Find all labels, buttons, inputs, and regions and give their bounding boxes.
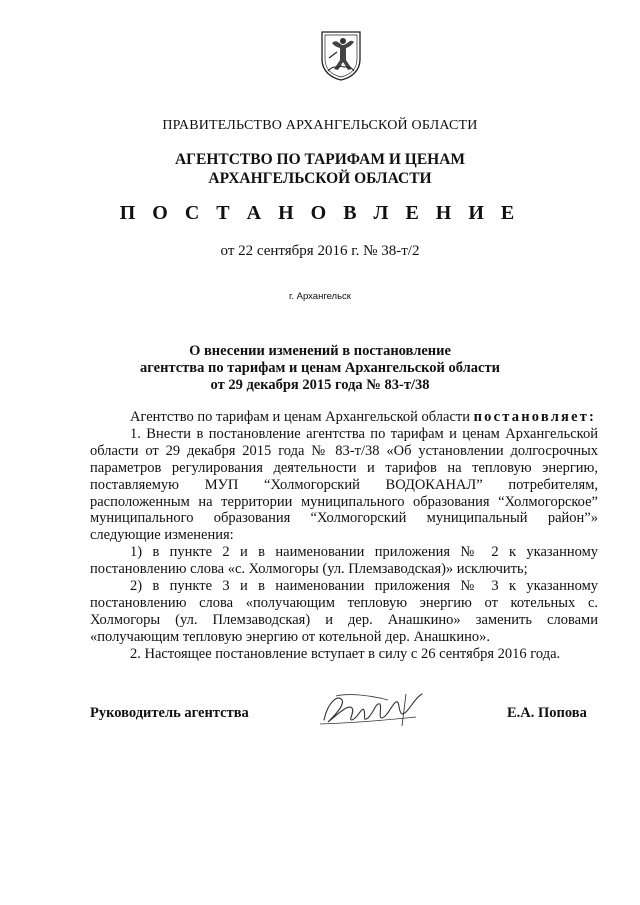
signatory-name: Е.А. Попова bbox=[507, 705, 587, 721]
document-type-title: П О С Т А Н О В Л Е Н И Е bbox=[119, 202, 521, 224]
agency-heading bbox=[0, 150, 640, 188]
intro-action-word: постановляет: bbox=[473, 409, 597, 425]
document-city: г. Архангельск bbox=[289, 291, 351, 302]
paragraph-subitem-2: 2) в пункте 3 и в наименовании приложения № 3 к указанному постановлению слова «получающим тепловую энергию от котельных с. Холмогоры (ул. Племзаводская) и дер. Анашкино» заменить словами «получающим тепловую энергию от котельной дер. Анашкино». bbox=[90, 578, 598, 645]
paragraph-item-1: 1. Внести в постановление агентства по тарифам и ценам Архангельской области от 29 декабря 2015 года № 83-т/38 «Об установлении долгосрочных параметров регулирования деятельности и тарифов на тепловую энергию, поставляемую МУП “Холмогорский ВОДОКАНАЛ” потребителям, расположенным на территории муниципального образования “Холмогорское” муниципального образования “Холмогорский муниципальный район”» следующие изменения: bbox=[90, 425, 598, 544]
paragraph-item-2: 2. Настоящее постановление вступает в силу с 26 сентября 2016 года. bbox=[130, 645, 561, 662]
subject-line1: О внесении изменений в постановление bbox=[189, 343, 451, 359]
document-body bbox=[90, 409, 598, 663]
signatory-role: Руководитель агентства bbox=[90, 705, 249, 721]
coat-of-arms-emblem-icon bbox=[319, 29, 363, 81]
government-heading: ПРАВИТЕЛЬСТВО АРХАНГЕЛЬСКОЙ ОБЛАСТИ bbox=[162, 118, 478, 133]
agency-heading-line1: АГЕНТСТВО ПО ТАРИФАМ И ЦЕНАМ bbox=[174, 151, 466, 168]
intro-paragraph bbox=[90, 409, 598, 426]
subject-line3: от 29 декабря 2015 года № 83-т/38 bbox=[210, 377, 430, 393]
intro-text: Агентство по тарифам и ценам Архангельской области bbox=[130, 409, 474, 425]
subject-line2: агентства по тарифам и ценам Архангельской области bbox=[140, 360, 500, 376]
paragraph-subitem-1: 1) в пункте 2 и в наименовании приложения № 2 к указанному постановлению слова «с. Холмогоры (ул. Племзаводская)» исключить; bbox=[90, 544, 598, 578]
handwritten-signature-icon bbox=[318, 690, 430, 730]
document-subject bbox=[0, 343, 640, 394]
document-date-number: от 22 сентября 2016 г. № 38-т/2 bbox=[220, 243, 420, 259]
agency-heading-line2: АРХАНГЕЛЬСКОЙ ОБЛАСТИ bbox=[208, 170, 432, 187]
